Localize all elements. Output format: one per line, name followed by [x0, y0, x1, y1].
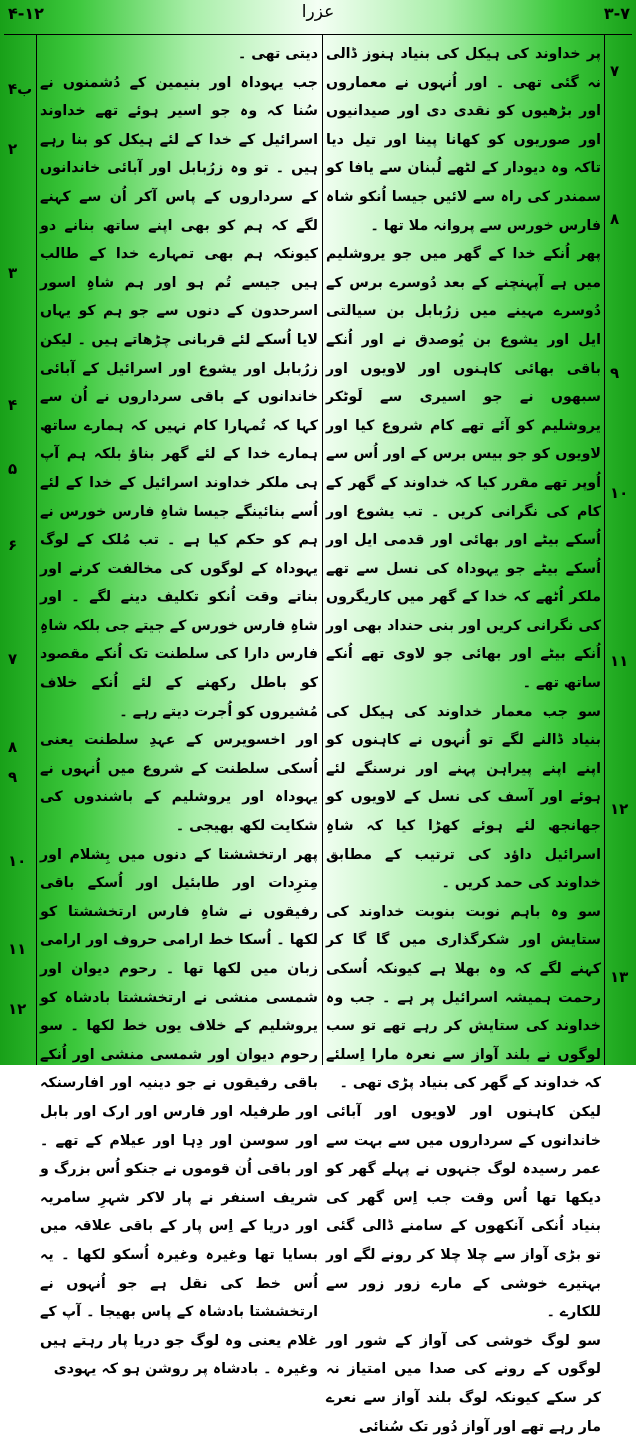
- verse-number: ۱۰: [610, 484, 629, 502]
- paragraph: اور اخسویرس کے عہدِ سلطنت یعنی اُسکی سلطنت کے شروع میں اُنہوں نے یہوداہ اور یروشلیم کے باشندوں کی شکایت لکھ بھیجی ۔: [40, 732, 318, 835]
- paragraph: لیکن کاہنوں اور لاویوں اور آبائی خاندانوں کے سرداروں میں سے بہت سے عمر رسیدہ لوگ جنہوں نے پہلے گھر کو دیکھا تھا اُس وقت جب اِس گھر کی بنیاد اُنکی آنکھوں کے سامنے ڈالی گئی تو بڑی آواز سے چلا چلا کر رونے لگے اور بہتیرے خوشی کے مارے زور زور سے للکارے ۔: [326, 1103, 601, 1321]
- page-header: [0, 0, 636, 34]
- paragraph: پھر اُنکے خدا کے گھر میں جو یروشلیم میں ہے آپہنچنے کے بعد دُوسرے برس کے دُوسرے مہینے میں زرُبابل بن سیالتی ایل اور یشوع بن یُوصدق نے اور اُنکے باقی بھائی کاہنوں اور لاویوں اور سبھوں نے جو اسیری سے لَوٹکر یروشلیم کو آئے تھے کام شروع کیا اور لاویوں کو جو بیس برس کے اور اُس سے اُوپر تھے مقرر کیا کہ خداوند کے گھر کے کام کی نگرانی کریں ۔ تب یشوع اور اُسکے بیٹے اور بھائی اور قدمی ایل اور اُسکے بیٹے جو یہوداہ کی نسل سے تھے ملکر اُٹھے کہ خدا کے گھر میں کاریگروں کی نگرانی کریں اور بنی حنداد بھی اور اُنکے بیٹے اور بھائی جو لاوی تھے اُنکے ساتھ تھے ۔: [326, 246, 601, 692]
- chapter-verse-range-left: ۴-۱۲: [8, 4, 44, 23]
- verse-number: ۴ب: [8, 80, 33, 98]
- verse-number: ۴: [8, 396, 18, 414]
- paragraph: پر خداوند کی ہیکل کی بنیاد ہنوز ڈالی نہ گئی تھی ۔ اور اُنہوں نے معماروں اور بڑھیوں کو نقدی دی اور صیدانیوں اور صوریوں کو کھانا پینا اور تیل دیا تاکہ وہ دیودار کے لٹھے لُبنان سے یافا کو سمندر کی راہ سے لائیں جیسا اُنکو شاہ فارس خورس سے پروانہ ملا تھا ۔: [326, 46, 601, 234]
- verse-number: ۷: [610, 62, 620, 80]
- left-column-text: [40, 40, 318, 1378]
- verse-number: ۸: [8, 738, 18, 756]
- verse-number: ۱۲: [610, 800, 629, 818]
- verse-number: ۷: [8, 650, 18, 668]
- book-title: عزرا: [301, 2, 335, 22]
- verse-number: ۲: [8, 140, 18, 158]
- verse-number: ۵: [8, 460, 18, 478]
- verse-number: ۱۲: [8, 1000, 27, 1018]
- verse-number: ۹: [8, 768, 18, 786]
- chapter-verse-range-right: ۳-۷: [603, 4, 630, 23]
- right-column-text: [326, 40, 601, 1435]
- left-margin-rule: [36, 34, 37, 1065]
- verse-number: ۶: [8, 536, 18, 554]
- paragraph: سو وہ باہم نوبت بنوبت خداوند کی ستایش اور شکرگذاری میں گا گا کر کہنے لگے کہ وہ بھلا ہے کیونکہ اُسکی رحمت ہمیشہ اسرائیل پر ہے ۔ جب وہ خداوند کی ستایش کر رہے تھے تو سب لوگوں نے بلند آواز سے نعرہ مارا اِسلئے کہ خداوند کے گھر کی بنیاد پڑی تھی ۔: [326, 903, 601, 1092]
- verse-number: ۳: [8, 264, 18, 282]
- paragraph: دیتی تھی ۔: [238, 46, 318, 62]
- verse-number: ۱۰: [8, 852, 27, 870]
- right-margin-rule: [604, 34, 605, 1065]
- verse-number: ۹: [610, 364, 620, 382]
- verse-number: ۱۱: [610, 652, 629, 670]
- verse-number: ۱۳: [610, 968, 629, 986]
- paragraph: جب یہوداہ اور بنیمین کے دُشمنوں نے سُنا کہ وہ جو اسیر ہوئے تھے خداوند اسرائیل کے خدا کے لئے ہیکل کو بنا رہے ہیں ۔ تو وہ زرُبابل اور آبائی خاندانوں کے سرداروں کے پاس آکر اُن سے کہنے لگے کہ ہم کو بھی اپنے ساتھ بنانے دو کیونکہ ہم بھی تمہارے خدا کے طالب ہیں جیسے تُم ہو اور ہم شاہِ اسور اسرحدون کے دنوں سے جو ہم کو یہاں لایا اُسکے لئے قربانی چڑھاتے ہیں ۔ لیکن زرُبابل اور یشوع اور اسرائیل کے آبائی خاندانوں کے باقی سرداروں نے اُن سے کہا کہ تُمہارا کام نہیں کہ ہمارے ساتھ ہمارے خدا کے لئے گھر بناؤ بلکہ ہم آپ ہی ملکر خداوند اسرائیل کے خدا کے لئے اُسے بنائینگے جیسا شاہِ فارس خورس نے ہم کو حکم کیا ہے ۔ تب مُلک کے لوگ یہوداہ کے لوگوں کی مخالفت کرنے اور بناتے وقت اُنکو تکلیف دینے لگے ۔ اور شاہِ فارس خورس کے جیتے جی بلکہ شاہِ فارس دارا کی سلطنت تک اُنکے مقصود کو باطل رکھنے کے لئے اُنکے خلاف مُشیروں کو اُجرت دیتے رہے ۔: [40, 74, 318, 720]
- verse-number: ۸: [610, 210, 620, 228]
- paragraph: سو لوگ خوشی کی آواز کے شور اور لوگوں کے رونے کی صدا میں امتیاز نہ کر سکے کیونکہ لوگ بلند آواز سے نعرے مار رہے تھے اور آواز دُور تک سُنائی: [326, 1332, 601, 1435]
- header-rule: [4, 34, 632, 35]
- paragraph: سو جب معمار خداوند کی ہیکل کی بنیاد ڈالنے لگے تو اُنہوں نے کاہنوں کو اپنے اپنے پیراہن پہنے اور نرسنگے لئے ہوئے اور آسف کی نسل کے لاویوں کو جھانجھ لئے ہوئے کھڑا کیا کہ شاہِ اسرائیل داؤد کی ترتیب کے مطابق خداوند کی حمد کریں ۔: [326, 703, 601, 892]
- paragraph: پھر ارتخششتا کے دنوں میں بِشلام اور مِترِدات اور طابئیل اور اُسکے باقی رفیقوں نے شاہِ فارس ارتخششتا کو لکھا ۔ اُسکا خط ارامی حروف اور ارامی زبان میں لکھا تھا ۔ رحوم دیوان اور شمسی منشی نے ارتخششتا بادشاہ کو یروشلیم کے خلاف یوں خط لکھا ۔ سو رحوم دیوان اور شمسی منشی اور اُنکے باقی رفیقوں نے جو دینیہ اور افارسنکہ اور طرفیلہ اور فارس اور ارک اور بابل اور سوسن اور دِہا اور عیلام کے تھے ۔ اور باقی اُن قوموں نے جنکو اُس بزرگ و شریف اسنفر نے پار لاکر شہرِ سامریہ اور دریا کے اِس پار کے باقی علاقہ میں بسایا تھا وغیرہ وغیرہ اُسکو لکھا ۔ یہ اُس خط کی نقل ہے جو اُنہوں نے ارتخششتا بادشاہ کے پاس بھیجا ۔ آپ کے غلام یعنی وہ لوگ جو دریا پار رہتے ہیں وغیرہ ۔ بادشاہ پر روشن ہو کہ یہودی: [40, 846, 318, 1378]
- column-divider: [322, 34, 323, 1065]
- verse-number: ۱۱: [8, 940, 27, 958]
